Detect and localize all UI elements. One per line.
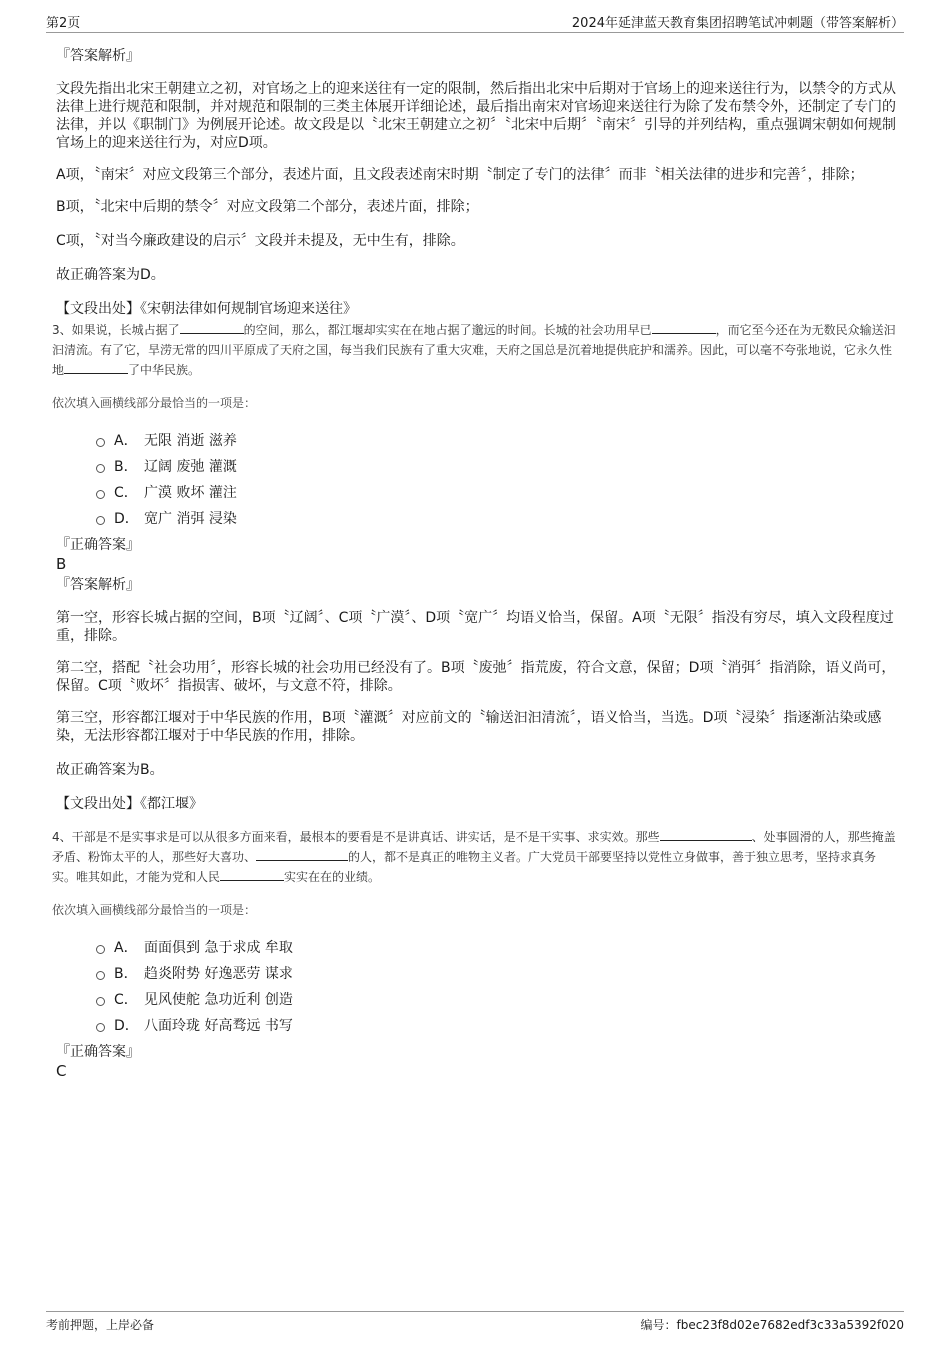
radio-icon[interactable] xyxy=(96,464,105,473)
radio-icon[interactable] xyxy=(96,997,105,1006)
analysis-paragraph: 第二空，搭配〝社会功用〞，形容长城的社会功用已经没有了。B项〝废弛〞指荒废，符合文意，保留；D项〝消弭〞指消除，语义尚可，保留。C项〝败坏〞指损害、破坏，与文意不符，排除。 xyxy=(56,660,896,694)
fill-blank xyxy=(660,828,752,841)
radio-icon[interactable] xyxy=(96,438,105,447)
analysis-paragraph: B项，〝北宋中后期的禁令〞对应文段第二个部分，表述片面，排除； xyxy=(56,199,479,215)
correct-answer: C xyxy=(56,1062,67,1080)
analysis-label: 『答案解析』 xyxy=(56,577,140,593)
fill-blank xyxy=(180,321,244,334)
correct-answer-label: 『正确答案』 xyxy=(56,1044,140,1060)
fill-blank xyxy=(220,868,284,881)
radio-icon[interactable] xyxy=(96,490,105,499)
option-a[interactable]: A． 无限 消逝 滋养 xyxy=(96,427,896,453)
footer-slogan: 考前押题，上岸必备 xyxy=(46,1318,155,1332)
page-footer xyxy=(46,1311,904,1333)
question-3-options xyxy=(56,427,896,531)
document-id: 编号：fbec23f8d02e7682edf3c33a5392f020 xyxy=(640,1318,904,1332)
radio-icon[interactable] xyxy=(96,1023,105,1032)
fill-blank xyxy=(256,848,348,861)
question-prompt: 依次填入画横线部分最恰当的一项是： xyxy=(52,396,257,410)
analysis-conclusion: 故正确答案为D。 xyxy=(56,267,165,283)
analysis-label: 『答案解析』 xyxy=(56,48,140,64)
option-c[interactable]: C． 见风使舵 急功近利 创造 xyxy=(96,986,896,1012)
page-header xyxy=(46,12,904,33)
option-b[interactable]: B． 辽阔 废弛 灌溉 xyxy=(96,453,896,479)
option-a[interactable]: A． 面面俱到 急于求成 牟取 xyxy=(96,934,896,960)
question-4-options xyxy=(56,934,896,1038)
correct-answer-label: 『正确答案』 xyxy=(56,537,140,553)
question-4-stem: 4、干部是不是实事求是可以从很多方面来看，最根本的要看是不是讲真话、讲实话，是不是干实事、求实效。那些 、处事圆滑的人，那些掩盖矛盾、粉饰太平的人，那些好大喜功、 的人，都不是真正的唯物主义者。广大党员干部要坚持以党性立身做事，善于独立思考，坚持求真务实。唯其如此，才能为党和人民 实实在在的业绩。 xyxy=(52,830,896,884)
analysis-paragraph: 第一空，形容长城占据的空间，B项〝辽阔〞、C项〝广漠〞、D项〝宽广〞均语义恰当，保留。A项〝无限〞指没有穷尽，填入文段程度过重，排除。 xyxy=(56,610,894,644)
option-c[interactable]: C． 广漠 败坏 灌注 xyxy=(96,479,896,505)
question-prompt: 依次填入画横线部分最恰当的一项是： xyxy=(52,903,257,917)
analysis-paragraph: C项，〝对当今廉政建设的启示〞文段并未提及，无中生有，排除。 xyxy=(56,233,465,249)
radio-icon[interactable] xyxy=(96,971,105,980)
correct-answer: B xyxy=(56,555,67,573)
radio-icon[interactable] xyxy=(96,945,105,954)
source-citation: 【文段出处】《宋朝法律如何规制官场迎来送往》 xyxy=(56,301,357,317)
analysis-paragraph: A项，〝南宋〞对应文段第三个部分，表述片面，且文段表述南宋时期〝制定了专门的法律〞而非〝相关法律的进步和完善〞，排除； xyxy=(56,167,864,183)
radio-icon[interactable] xyxy=(96,516,105,525)
document-title: 2024年延津蓝天教育集团招聘笔试冲刺题（带答案解析） xyxy=(571,16,904,31)
option-b[interactable]: B． 趋炎附势 好逸恶劳 谋求 xyxy=(96,960,896,986)
option-d[interactable]: D． 八面玲珑 好高骛远 书写 xyxy=(96,1012,896,1038)
option-d[interactable]: D． 宽广 消弭 浸染 xyxy=(96,505,896,531)
source-citation: 【文段出处】《都江堰》 xyxy=(56,796,203,812)
page-content xyxy=(52,46,896,1080)
analysis-paragraph: 文段先指出北宋王朝建立之初，对官场之上的迎来送往有一定的限制，然后指出北宋中后期对于官场上的迎来送往行为，以禁令的方式从法律上进行规范和限制，并对规范和限制的三类主体展开详细论述，最后指出南宋对官场迎来送往行为除了发布禁令外，还制定了专门的法律，并以《职制门》为例展开论述。故文段是以〝北宋王朝建立之初〞〝北宋中后期〞〝南宋〞引导的并列结构，重点强调宋朝如何规制官场上的迎来送往行为，对应D项。 xyxy=(56,81,896,151)
question-3-stem: 3、如果说，长城占据了 的空间，那么，都江堰却实实在在地占据了邈远的时间。长城的社会功用早已 ，而它至今还在为无数民众输送汩汩清流。有了它，旱涝无常的四川平原成了天府之国，每当我们民族有了重大灾难，天府之国总是沉着地提供庇护和濡养。因此，可以毫不夸张地说，它永久性地 了中华民族。 xyxy=(52,323,896,377)
page-number: 第2页 xyxy=(46,16,81,31)
analysis-conclusion: 故正确答案为B。 xyxy=(56,762,164,778)
fill-blank xyxy=(64,361,128,374)
fill-blank xyxy=(652,321,716,334)
analysis-paragraph: 第三空，形容都江堰对于中华民族的作用，B项〝灌溉〞对应前文的〝输送汩汩清流〞，语义恰当，当选。D项〝浸染〞指逐渐沾染或感染，无法形容都江堰对于中华民族的作用，排除。 xyxy=(56,710,882,744)
